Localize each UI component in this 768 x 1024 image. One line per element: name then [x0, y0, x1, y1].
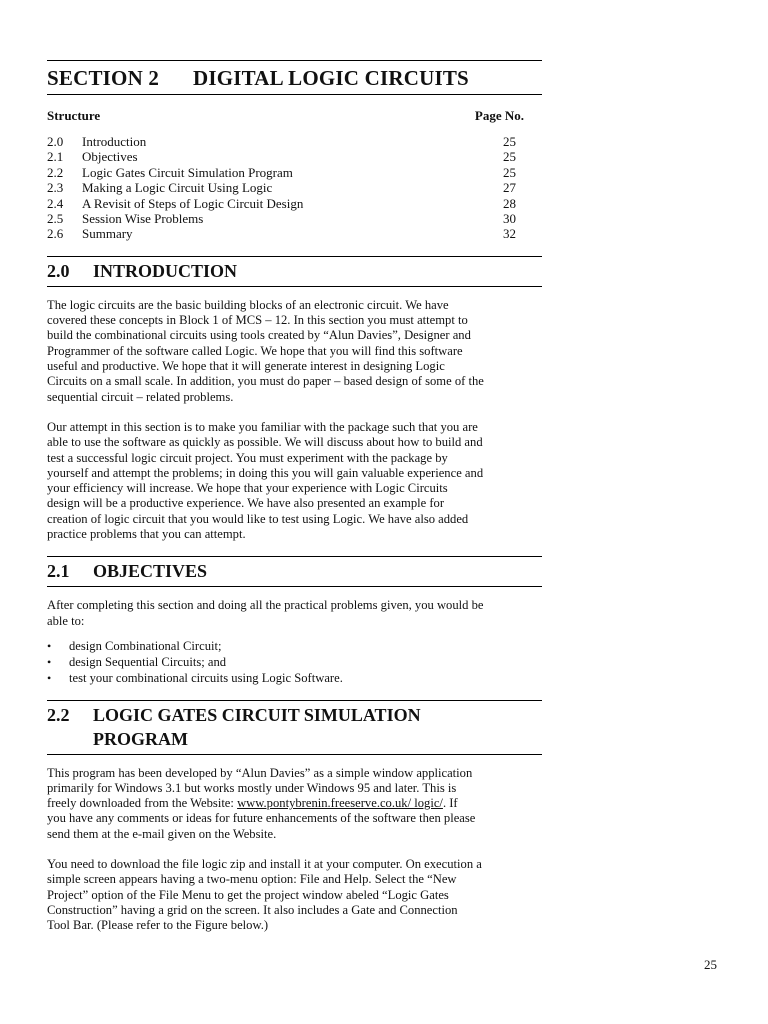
toc-link-introduction: Introduction [82, 134, 147, 149]
toc-row: 2.1 Objectives 25 [47, 149, 516, 165]
toc-link-objectives: Objectives [82, 149, 138, 165]
objectives-list [47, 638, 542, 687]
toc-link-simulation-program: Logic Gates Circuit Simulation Program [82, 164, 293, 180]
toc-row: 2.6 Summary 32 [47, 226, 516, 242]
simulation-paragraph-1: This program has been developed by “Alun Davies” as a simple window application primarily for Windows 3.1 but works mostly under Windows 95 and later. This is freely downloaded from the Website: www.pontybrenin.freeserve.co.uk/ logic/. If you have any comments or ideas for future enhancements of the software then please send them at the e-mail given on the Website. [47, 765, 476, 841]
page-no-label: Page No. [474, 108, 524, 123]
document-page [47, 0, 542, 933]
list-item: • design Combinational Circuit; [47, 638, 222, 653]
toc-row: 2.3 Making a Logic Circuit Using Logic 27 [47, 180, 516, 196]
toc-row: 2.0 Introduction 25 [47, 134, 516, 149]
toc-link-revisit-steps: A Revisit of Steps of Logic Circuit Design [82, 195, 304, 211]
intro-paragraph-2: Our attempt in this section is to make you familiar with the package such that you are able to use the software as quickly as possible. We will discuss about how to build and test a successful logic circuit project. You must experiment with the package by yourself and attempt the problems; in doing this you will gain valuable experience and your efficiency will increase. We hope that your experience with Logic Circuits design will be a productive experience. We have also presented an example for creation of logic circuit that you would like to test using Logic. We have also added practice problems that you can attempt. [47, 419, 484, 541]
page-number: 25 [704, 957, 717, 972]
simulation-paragraph-2: You need to download the file logic zip and install it at your computer. On execution a simple screen appears having a two-menu option: File and Help. Select the “New Project” option of the File Menu to get the project window abeled “Logic Gates Construction” having a grid on the screen. It also includes a Gate and Connection Tool Bar. (Please refer to the Figure below.) [47, 856, 482, 933]
table-of-contents [47, 134, 542, 242]
toc-link-making-circuit: Making a Logic Circuit Using Logic [82, 180, 273, 196]
bullet-icon: • [47, 655, 52, 670]
toc-row: 2.2 Logic Gates Circuit Simulation Program 25 [47, 164, 516, 180]
intro-paragraph-1: The logic circuits are the basic building blocks of an electronic circuit. We have covered these concepts in Block 1 of MCS – 12. In this section you must attempt to build the combinational circuits using tools created by “Alun Davies”, Designer and Programmer of the software called Logic. We hope that you will find this software useful and productive. We hope that it will generate interest in designing Logic Circuits on a small scale. In addition, you must do paper – based design of some of the sequential circuit – related problems. [47, 297, 484, 404]
list-item: • design Sequential Circuits; and [47, 655, 227, 670]
list-item: • test your combinational circuits using Logic Software. [47, 671, 343, 686]
section-number: SECTION 2 [47, 66, 160, 90]
objectives-lead: After completing this section and doing all the practical problems given, you would be able to: [47, 598, 484, 628]
objectives-heading: 2.1 OBJECTIVES [47, 561, 208, 582]
structure-label: Structure [47, 108, 101, 123]
simulation-heading: 2.2 LOGIC GATES CIRCUIT SIMULATION PROGRAM [47, 704, 421, 749]
website-link[interactable]: www.pontybrenin.freeserve.co.uk/ logic/ [237, 796, 443, 811]
structure-header [47, 108, 524, 124]
section-title [47, 61, 542, 94]
toc-link-summary: Summary [82, 226, 133, 242]
bullet-icon: • [47, 671, 52, 686]
toc-link-session-problems: Session Wise Problems [82, 211, 204, 227]
section-heading: DIGITAL LOGIC CIRCUITS [193, 66, 469, 90]
toc-row: 2.5 Session Wise Problems 30 [47, 211, 516, 227]
bullet-icon: • [47, 638, 52, 653]
intro-heading: 2.0 INTRODUCTION [47, 260, 238, 281]
toc-row: 2.4 A Revisit of Steps of Logic Circuit Design 28 [47, 195, 516, 211]
